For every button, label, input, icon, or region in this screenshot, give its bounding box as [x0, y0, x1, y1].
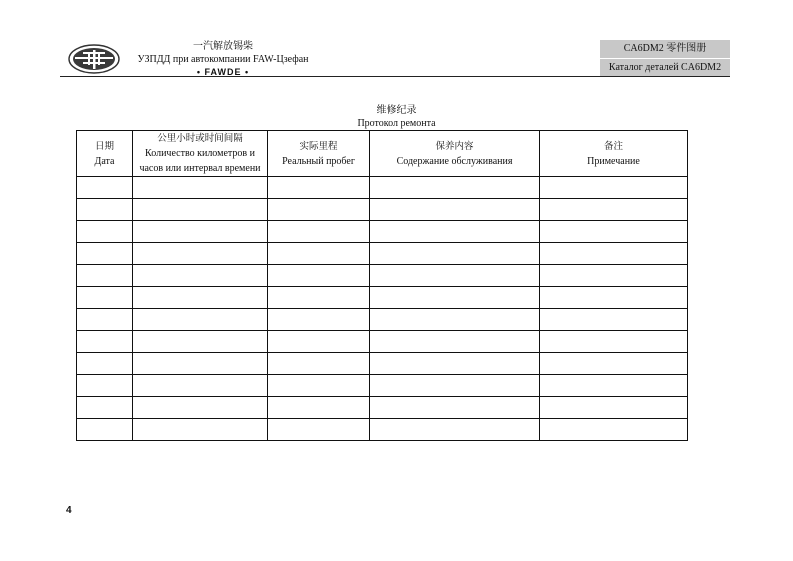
table-body [77, 177, 688, 441]
table-row [77, 221, 688, 243]
fawde-logo-icon [68, 44, 120, 74]
table-row [77, 331, 688, 353]
table-cell[interactable] [370, 243, 540, 265]
table-cell[interactable] [540, 375, 688, 397]
page-title-ru: Протокол ремонта [357, 118, 436, 129]
column-header-mileage [268, 131, 370, 177]
table-cell[interactable] [77, 375, 133, 397]
table-cell[interactable] [268, 419, 370, 441]
table-cell[interactable] [268, 243, 370, 265]
table-cell[interactable] [77, 353, 133, 375]
table-cell[interactable] [133, 419, 268, 441]
table-cell[interactable] [77, 177, 133, 199]
column-header-label-ru: Содержание обслуживания [396, 155, 513, 167]
page-title-cn: 维修纪录 [376, 105, 417, 116]
table-cell[interactable] [540, 353, 688, 375]
table-cell[interactable] [77, 309, 133, 331]
table-cell[interactable] [133, 243, 268, 265]
catalog-title-cn: CA6DM2 零件图册 [600, 40, 730, 59]
column-header-content [370, 131, 540, 177]
column-header-label-ru: Примечание [587, 155, 640, 167]
table-row [77, 397, 688, 419]
brand-name: • FAWDE • [196, 67, 250, 77]
column-header-label-cn: 日期 [94, 140, 114, 152]
table-cell[interactable] [133, 177, 268, 199]
table-cell[interactable] [268, 397, 370, 419]
table-cell[interactable] [133, 287, 268, 309]
table-cell[interactable] [540, 397, 688, 419]
table-row [77, 287, 688, 309]
table-cell[interactable] [540, 419, 688, 441]
table-cell[interactable] [370, 309, 540, 331]
table-cell[interactable] [133, 309, 268, 331]
table-cell[interactable] [133, 331, 268, 353]
table-cell[interactable] [540, 287, 688, 309]
table-cell[interactable] [133, 353, 268, 375]
table-cell[interactable] [133, 221, 268, 243]
table-cell[interactable] [370, 331, 540, 353]
column-header-label-cn: 备注 [603, 140, 623, 152]
column-header-label-ru: Дата [94, 155, 115, 167]
column-header-remarks [540, 131, 688, 177]
table-cell[interactable] [370, 419, 540, 441]
table-cell[interactable] [133, 265, 268, 287]
table-cell[interactable] [370, 199, 540, 221]
table-cell[interactable] [540, 309, 688, 331]
table-cell[interactable] [77, 397, 133, 419]
table-cell[interactable] [370, 221, 540, 243]
table-cell[interactable] [540, 199, 688, 221]
column-header-label-ru: Реальный пробег [282, 155, 355, 167]
table-cell[interactable] [370, 287, 540, 309]
table-cell[interactable] [540, 265, 688, 287]
table-cell[interactable] [133, 397, 268, 419]
page-number: 4 [66, 505, 72, 516]
table-cell[interactable] [268, 309, 370, 331]
table-cell[interactable] [370, 397, 540, 419]
column-header-date [77, 131, 133, 177]
table-cell[interactable] [370, 375, 540, 397]
table-cell[interactable] [77, 265, 133, 287]
table-cell[interactable] [133, 199, 268, 221]
table-cell[interactable] [77, 331, 133, 353]
table-cell[interactable] [268, 221, 370, 243]
table-row [77, 265, 688, 287]
table-cell[interactable] [268, 287, 370, 309]
table-header-row [77, 131, 688, 177]
table-row [77, 353, 688, 375]
table-cell[interactable] [77, 221, 133, 243]
table-row [77, 199, 688, 221]
table-cell[interactable] [268, 375, 370, 397]
column-header-label-ru: Количество километров и часов или интервал времени [139, 148, 261, 174]
column-header-label-cn: 保养内容 [435, 140, 474, 152]
table-row [77, 375, 688, 397]
table-cell[interactable] [540, 331, 688, 353]
table-cell[interactable] [540, 177, 688, 199]
catalog-title-ru: Каталог деталей CA6DM2 [608, 62, 722, 73]
table-cell[interactable] [268, 265, 370, 287]
table-row [77, 419, 688, 441]
company-name-cn: 一汽解放锡柴 [193, 41, 253, 52]
column-header-interval [133, 131, 268, 177]
table-cell[interactable] [370, 353, 540, 375]
table-cell[interactable] [77, 199, 133, 221]
company-name-ru: УЗПДД при автокомпании FAW-Цзефан [137, 54, 309, 65]
table-cell[interactable] [77, 419, 133, 441]
table-cell[interactable] [540, 221, 688, 243]
table-row [77, 177, 688, 199]
column-header-label-cn: 实际里程 [299, 140, 338, 152]
table-cell[interactable] [540, 243, 688, 265]
table-cell[interactable] [268, 353, 370, 375]
table-cell[interactable] [268, 331, 370, 353]
column-header-label-cn: 公里小时或时间间隔 [157, 133, 243, 144]
repair-log-table [76, 130, 688, 441]
table-cell[interactable] [370, 177, 540, 199]
table-cell[interactable] [77, 287, 133, 309]
header-divider [60, 76, 730, 77]
table-cell[interactable] [77, 243, 133, 265]
table-cell[interactable] [268, 199, 370, 221]
company-block [128, 40, 318, 79]
table-cell[interactable] [268, 177, 370, 199]
table-cell[interactable] [133, 375, 268, 397]
table-row [77, 243, 688, 265]
table-cell[interactable] [370, 265, 540, 287]
catalog-title-box [600, 40, 730, 76]
table-row [77, 309, 688, 331]
